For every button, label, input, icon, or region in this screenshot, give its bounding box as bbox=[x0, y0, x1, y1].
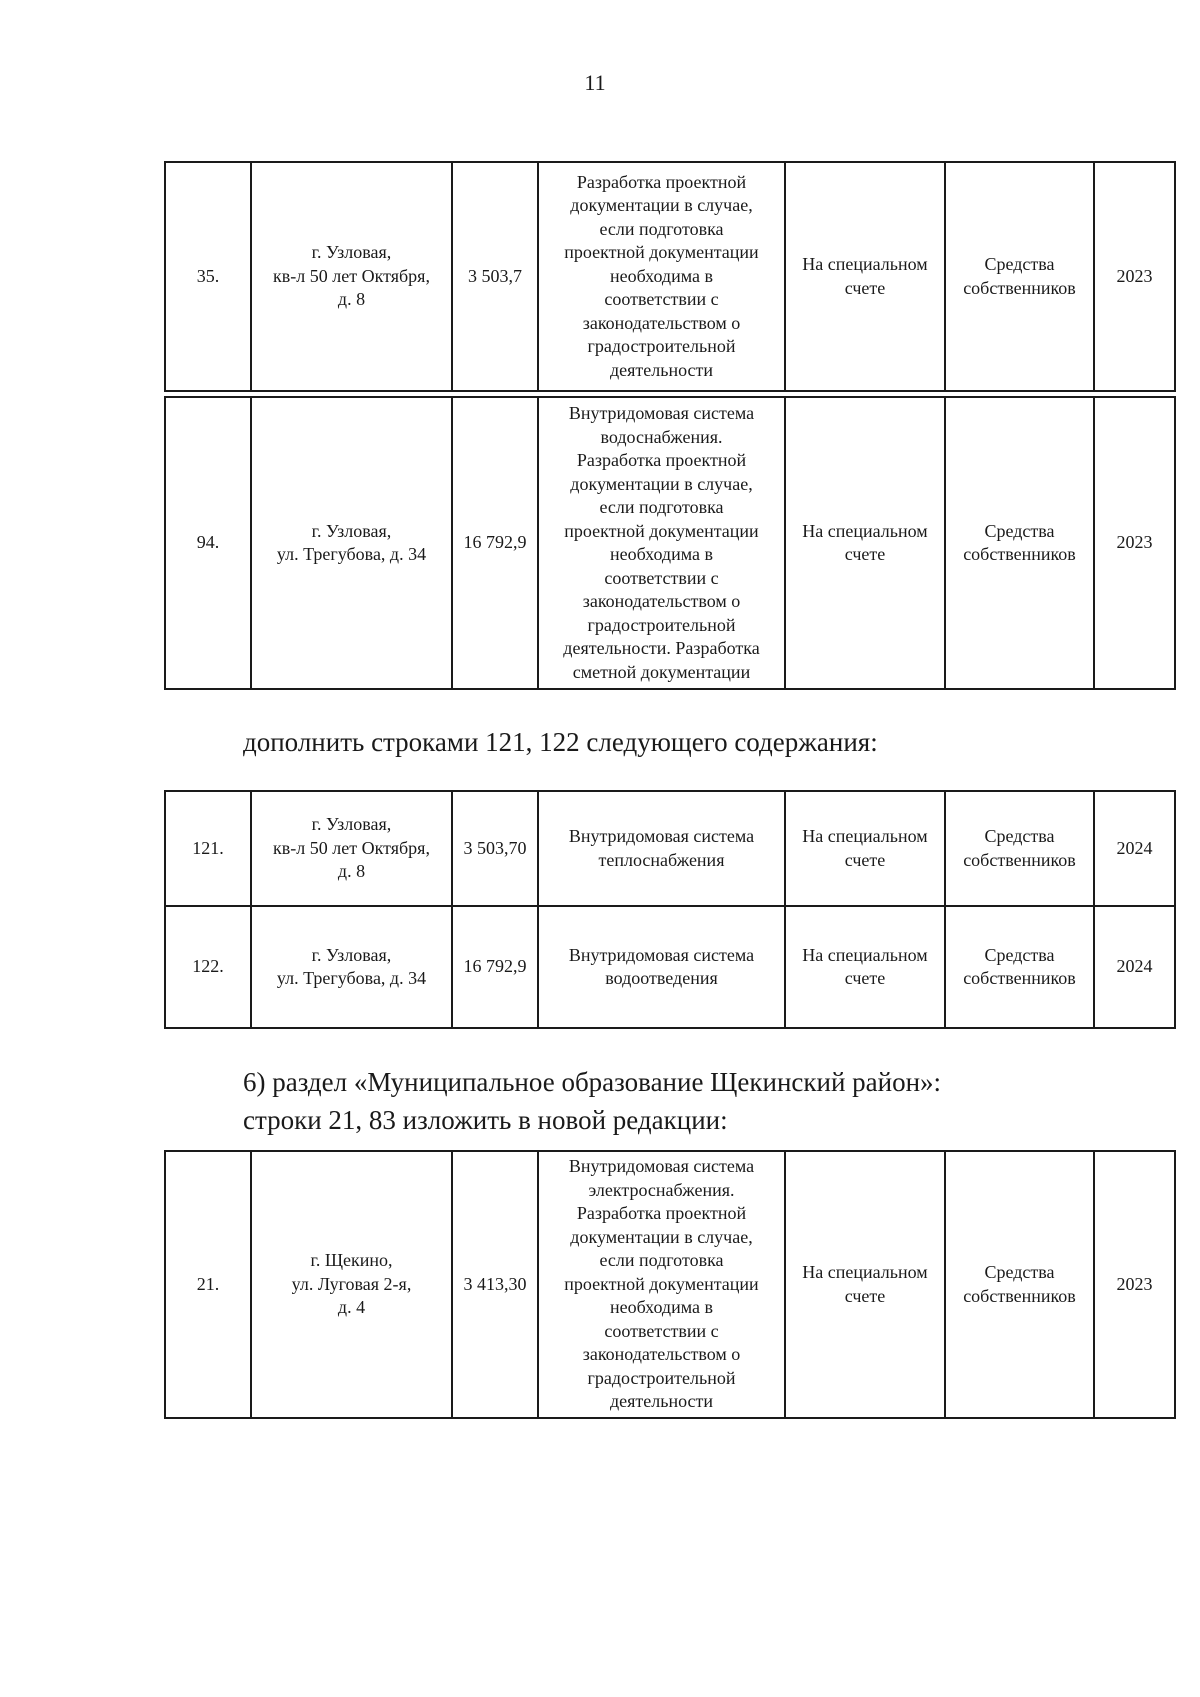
row-number-cell: 35. bbox=[165, 162, 251, 391]
address-cell: г. Узловая, ул. Трегубова, д. 34 bbox=[251, 906, 452, 1028]
table-row bbox=[165, 906, 1175, 1028]
funding-source-cell: Средства собственников bbox=[945, 906, 1094, 1028]
area-cell: 16 792,9 bbox=[452, 906, 538, 1028]
address-cell: г. Узловая, кв-л 50 лет Октября, д. 8 bbox=[251, 162, 452, 391]
row-number-cell: 122. bbox=[165, 906, 251, 1028]
work-type-cell: Внутридомовая система электроснабжения. Разработка проектной документации в случае, если подготовка проектной документации необходима в соответствии с законодательством о градостроительной деятельности bbox=[538, 1151, 785, 1418]
work-type-cell: Внутридомовая система теплоснабжения bbox=[538, 791, 785, 906]
work-type-cell: Внутридомовая система водоснабжения. Разработка проектной документации в случае, если подготовка проектной документации необходима в соответствии с законодательством о градостроительной деятельности. Разработка сметной документации bbox=[538, 397, 785, 689]
year-cell: 2024 bbox=[1094, 906, 1175, 1028]
fund-method-cell: На специальном счете bbox=[785, 791, 945, 906]
work-type-cell: Разработка проектной документации в случае, если подготовка проектной документации необходима в соответствии с законодательством о градостроительной деятельности bbox=[538, 162, 785, 391]
row-number-cell: 94. bbox=[165, 397, 251, 689]
area-cell: 3 503,70 bbox=[452, 791, 538, 906]
table-row bbox=[165, 397, 1175, 689]
register-table bbox=[164, 161, 1176, 392]
fund-method-cell: На специальном счете bbox=[785, 1151, 945, 1418]
area-cell: 3 503,7 bbox=[452, 162, 538, 391]
instruction-paragraph: дополнить строками 121, 122 следующего содержания: bbox=[243, 727, 878, 757]
area-cell: 16 792,9 bbox=[452, 397, 538, 689]
address-cell: г. Щекино, ул. Луговая 2-я, д. 4 bbox=[251, 1151, 452, 1418]
funding-source-cell: Средства собственников bbox=[945, 397, 1094, 689]
row-number-cell: 21. bbox=[165, 1151, 251, 1418]
register-table bbox=[164, 1150, 1176, 1419]
work-type-cell: Внутридомовая система водоотведения bbox=[538, 906, 785, 1028]
fund-method-cell: На специальном счете bbox=[785, 906, 945, 1028]
table-row bbox=[165, 1151, 1175, 1418]
address-cell: г. Узловая, кв-л 50 лет Октября, д. 8 bbox=[251, 791, 452, 906]
instruction-paragraph: строки 21, 83 изложить в новой редакции: bbox=[243, 1105, 728, 1135]
section-heading: 6) раздел «Муниципальное образование Щекинский район»: bbox=[243, 1067, 942, 1097]
fund-method-cell: На специальном счете bbox=[785, 397, 945, 689]
page-number: 11 bbox=[584, 70, 606, 95]
register-table bbox=[164, 790, 1176, 1029]
address-cell: г. Узловая, ул. Трегубова, д. 34 bbox=[251, 397, 452, 689]
year-cell: 2023 bbox=[1094, 397, 1175, 689]
funding-source-cell: Средства собственников bbox=[945, 791, 1094, 906]
table-row bbox=[165, 162, 1175, 391]
funding-source-cell: Средства собственников bbox=[945, 162, 1094, 391]
year-cell: 2023 bbox=[1094, 1151, 1175, 1418]
row-number-cell: 121. bbox=[165, 791, 251, 906]
table-row bbox=[165, 791, 1175, 906]
year-cell: 2023 bbox=[1094, 162, 1175, 391]
area-cell: 3 413,30 bbox=[452, 1151, 538, 1418]
funding-source-cell: Средства собственников bbox=[945, 1151, 1094, 1418]
year-cell: 2024 bbox=[1094, 791, 1175, 906]
fund-method-cell: На специальном счете bbox=[785, 162, 945, 391]
register-table bbox=[164, 396, 1176, 690]
